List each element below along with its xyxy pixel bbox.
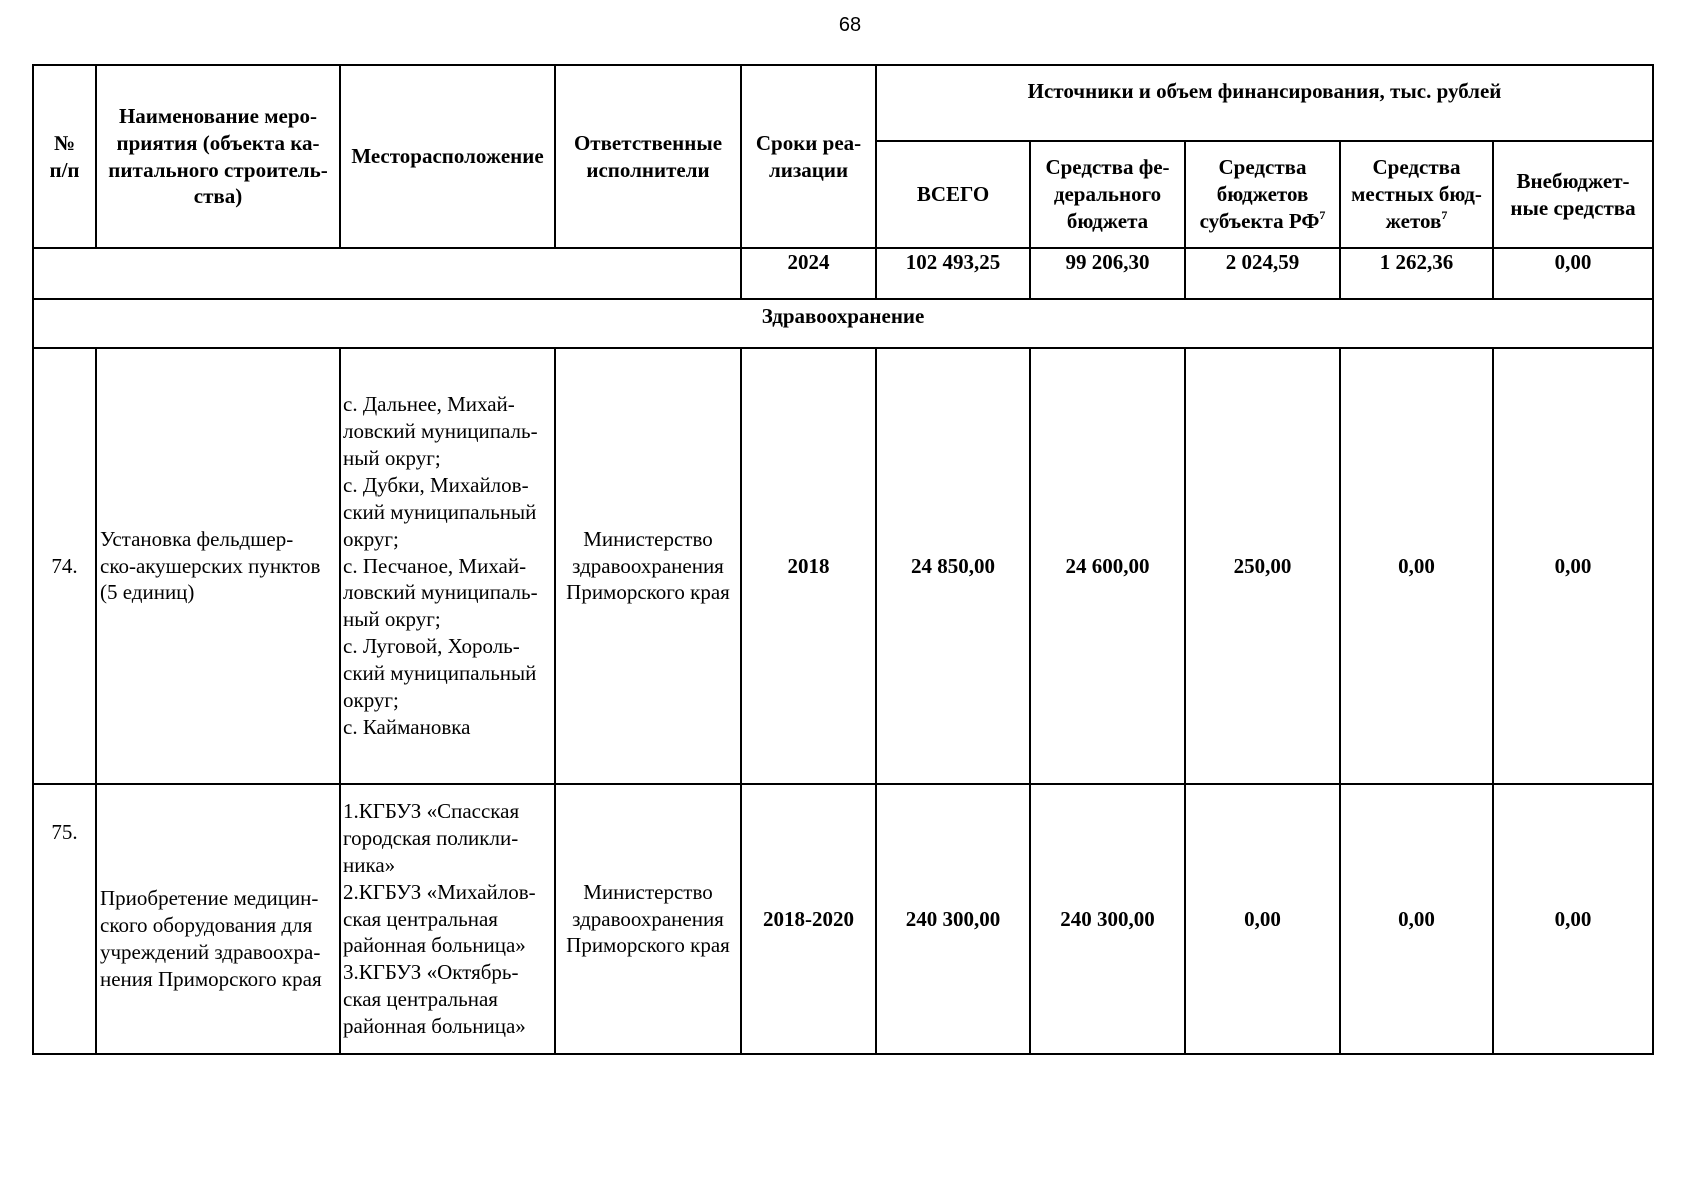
row-extra: 0,00	[1493, 784, 1653, 1054]
header-funding-group: Источники и объем финансирования, тыс. рублей	[876, 65, 1653, 141]
summary-local: 1 262,36	[1340, 248, 1493, 299]
row-subject: 250,00	[1185, 348, 1340, 784]
table-row	[33, 348, 1653, 784]
header-num	[33, 65, 96, 248]
summary-extra: 0,00	[1493, 248, 1653, 299]
row-name: Приобретение медицин- ского оборудования для учреждений здравоохра- нения Приморского края	[96, 784, 340, 1054]
summary-row	[33, 248, 1653, 299]
header-responsible: Ответственные исполнители	[555, 65, 741, 248]
header-num-text: № п/п	[49, 130, 80, 182]
row-federal: 24 600,00	[1030, 348, 1185, 784]
header-terms: Сроки реа- лизации	[741, 65, 876, 248]
header-subject: Средства бюджетов субъекта $РФ^7$	[1185, 141, 1340, 248]
header-local: Средства местных бюд- жетов$^7$	[1340, 141, 1493, 248]
summary-subject: 2 024,59	[1185, 248, 1340, 299]
row-num: 75.	[33, 784, 96, 1054]
footnote-mark: 7	[1441, 207, 1448, 222]
row-terms: 2018-2020	[741, 784, 876, 1054]
header-extra: Внебюджет- ные средства	[1493, 141, 1653, 248]
header-total: ВСЕГО	[876, 141, 1030, 248]
row-terms: 2018	[741, 348, 876, 784]
header-federal: Средства фе- дерального бюджета	[1030, 141, 1185, 248]
financing-table	[32, 64, 1654, 1055]
row-name: Установка фельдшер- ско-акушерских пунктов (5 единиц)	[96, 348, 340, 784]
section-row	[33, 299, 1653, 348]
header-name: Наименование меро- приятия (объекта ка- питального строитель- ства)	[96, 65, 340, 248]
row-total: 24 850,00	[876, 348, 1030, 784]
table-row	[33, 784, 1653, 1054]
row-total: 240 300,00	[876, 784, 1030, 1054]
row-num: 74.	[33, 348, 96, 784]
row-responsible: Министерство здравоохранения Приморского края	[555, 348, 741, 784]
footnote-mark: 7	[1319, 207, 1326, 222]
summary-year: 2024	[741, 248, 876, 299]
row-federal: 240 300,00	[1030, 784, 1185, 1054]
row-responsible: Министерство здравоохранения Приморского края	[555, 784, 741, 1054]
summary-blank	[33, 248, 741, 299]
row-local: 0,00	[1340, 348, 1493, 784]
row-location: с. Дальнее, Михай- ловский муниципаль- ный округ; с. Дубки, Михайлов- ский муниципальный округ; с. Песчаное, Михай- ловский муниципаль- ный округ; с. Луговой, Хороль- ский муниципальный округ; с. Каймановка	[340, 348, 555, 784]
row-extra: 0,00	[1493, 348, 1653, 784]
row-local: 0,00	[1340, 784, 1493, 1054]
section-title: Здравоохранение	[33, 299, 1653, 348]
row-subject: 0,00	[1185, 784, 1340, 1054]
page-number: 68	[838, 14, 862, 36]
header-location: Месторасположение	[340, 65, 555, 248]
summary-total: 102 493,25	[876, 248, 1030, 299]
header-row-1	[33, 65, 1653, 141]
summary-federal: 99 206,30	[1030, 248, 1185, 299]
row-location: 1.КГБУЗ «Спасская городская поликли- ника» 2.КГБУЗ «Михайлов- ская центральная районная больница» 3.КГБУЗ «Октябрь- ская центральная районная больница»	[340, 784, 555, 1054]
